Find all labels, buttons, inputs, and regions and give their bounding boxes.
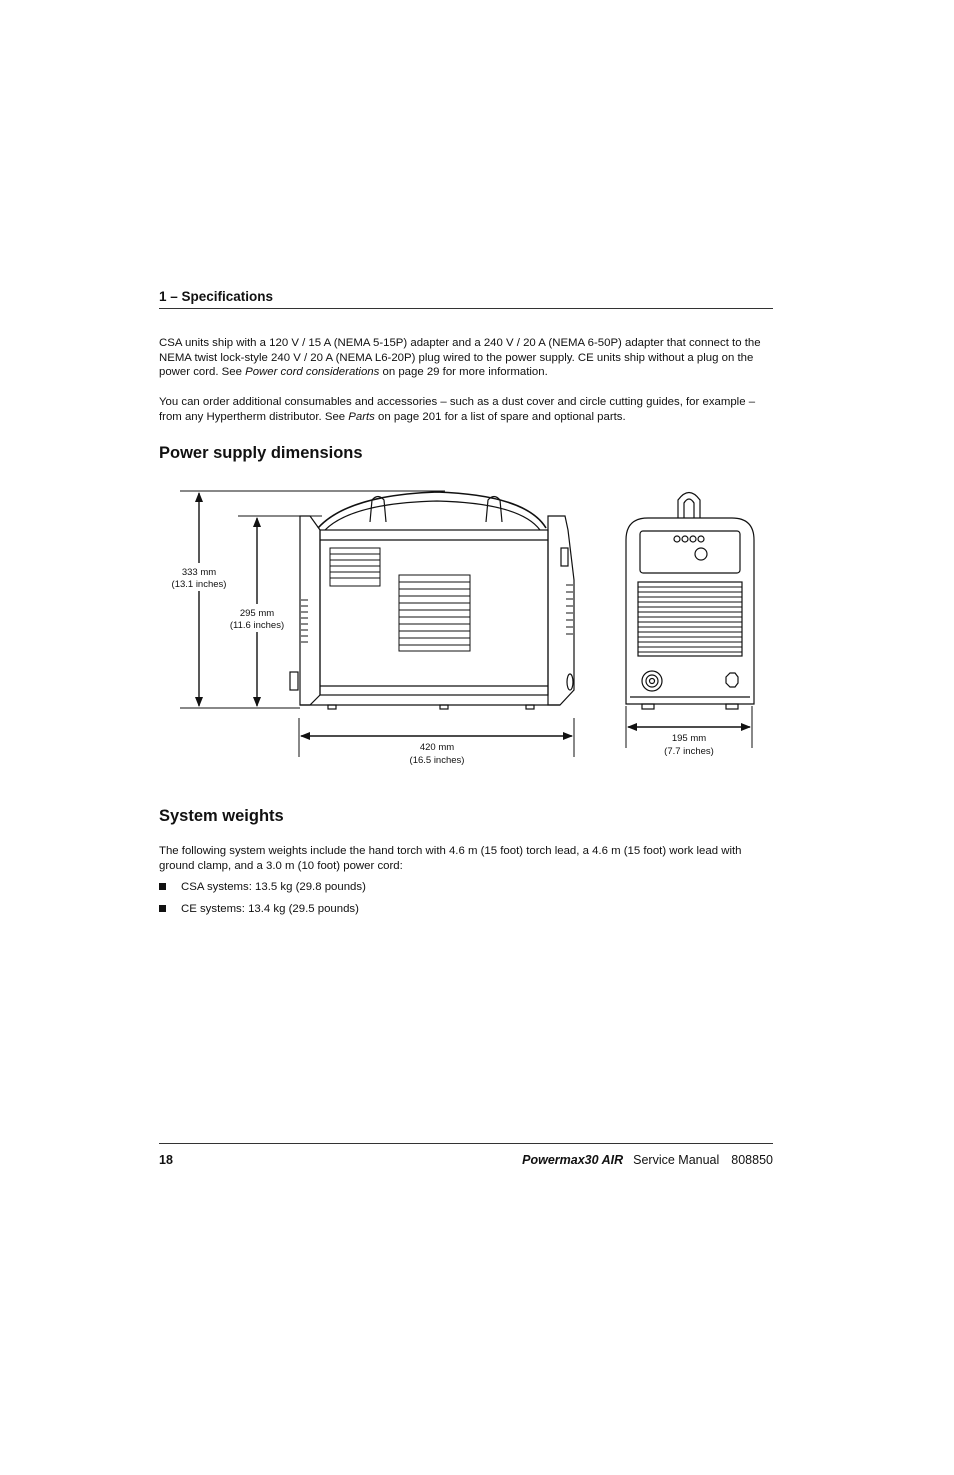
parts-link[interactable]: Parts — [348, 410, 375, 423]
footer-rule — [159, 1143, 773, 1144]
list-item: CSA systems: 13.5 kg (29.8 pounds) — [159, 880, 366, 902]
power-supply-dimensions-heading: Power supply dimensions — [159, 444, 363, 462]
length-mm-label: 420 mm — [419, 742, 455, 753]
height-body-in-label: (11.6 inches) — [229, 620, 285, 631]
height-body-mm-label: 295 mm — [239, 608, 275, 619]
system-weights-heading: System weights — [159, 807, 284, 825]
front-view-vents — [638, 587, 742, 652]
page-number: 18 — [159, 1153, 173, 1167]
width-in-label: (7.7 inches) — [664, 746, 714, 757]
chapter-heading: 1 – Specifications — [159, 289, 274, 304]
part-number: 808850 — [731, 1153, 773, 1167]
intro-paragraph-2: You can order additional consumables and accessories – such as a dust cover and circle cutting guides, for example – from any Hypertherm distributor. See Parts on page 201 for a list of spare and optional parts. — [159, 396, 756, 423]
intro-paragraph-1: CSA units ship with a 120 V / 15 A (NEMA 5-15P) adapter and a 240 V / 20 A (NEMA 6-50P) adapter that connect to the NEMA twist lock-style 240 V / 20 A (NEMA L6-20P) plug wired to the power supply. CE units ship without a plug on the power cord. See Power cord considerations on page 29 for more information. — [159, 337, 761, 379]
manual-name: Service Manual — [633, 1153, 720, 1167]
bullet-icon — [159, 905, 166, 912]
length-in-label: (16.5 inches) — [409, 755, 465, 766]
bullet-icon — [159, 883, 166, 890]
power-cord-link[interactable]: Power cord considerations — [245, 366, 380, 379]
list-item: CE systems: 13.4 kg (29.5 pounds) — [159, 902, 366, 924]
weights-intro: The following system weights include the hand torch with 4.6 m (15 foot) torch lead, a 4.6 m (15 foot) work lead with ground clamp, and a 3.0 m (10 foot) power cord: — [159, 845, 742, 872]
product-name: Powermax30 AIR — [522, 1153, 624, 1167]
weights-list — [159, 880, 366, 924]
height-overall-in-label: (13.1 inches) — [171, 579, 227, 590]
side-view-vents — [301, 548, 573, 651]
side-view-power-supply — [290, 492, 574, 709]
width-mm-label: 195 mm — [671, 733, 707, 744]
height-overall-mm-label: 333 mm — [181, 567, 217, 578]
footer-title — [522, 1153, 773, 1167]
front-view-power-supply — [626, 493, 754, 710]
